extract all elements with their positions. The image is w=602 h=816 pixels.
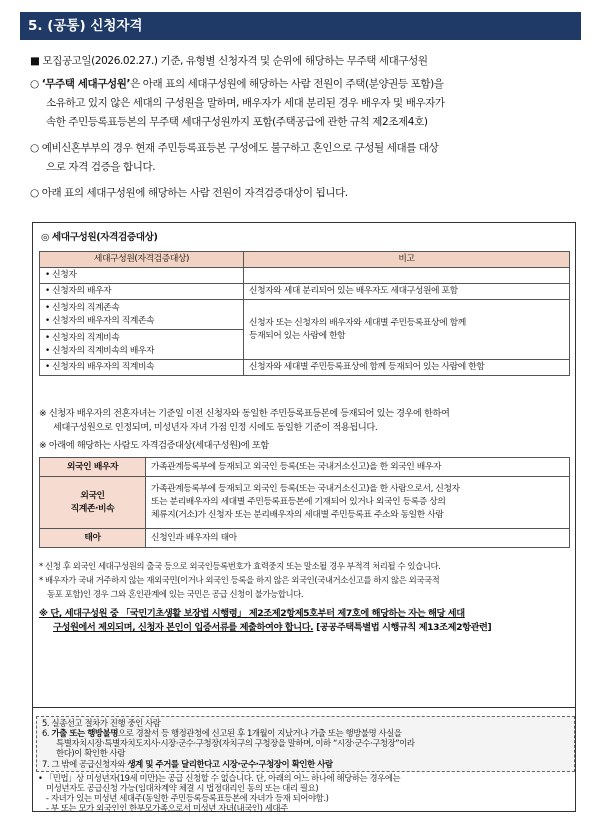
household-member-box (32, 222, 576, 708)
intro-line: ■ 모집공고일(2026.02.27.) 기준, 유형별 신청자격 및 순위에 해당하는 무주택 세대구성원 (30, 55, 428, 67)
box-title: ◎ 세대구성원(자격검증대상) (41, 232, 158, 243)
table-header: 비고 (244, 252, 570, 268)
table-cell: 신청자 또는 신청자의 배우자와 세대별 주민등록표상에 함께 등재되어 있는 사람에 한함 (244, 300, 570, 360)
row-header: 태아 (40, 529, 146, 548)
exclusion-item-6: 6. 가출 또는 행방불명으로 경찰서 등 행정관청에 신고된 후 1개월이 지났거나 가출 또는 행방불명 사실을 (42, 728, 402, 738)
table-cell: 가족관계등록부에 등재되고 외국인 등록(또는 국내거소신고)을 한 사람으로서, 신청자 또는 분리배우자의 세대별 주민등록표등본에 기재되어 있거나 외국인 등록증 상의 체류지(거소)가 신청자 또는 분리배우자의 세대별 주민등록표 주소와 동일한 사람 (146, 477, 570, 529)
table-cell: 신청자와 세대 분리되어 있는 배우자도 세대구성원에 포함 (244, 284, 570, 300)
note-4-line-2: 동포 포함)인 경우 그와 혼인관계에 있는 국민은 공급 신청이 불가능합니다. (47, 589, 304, 599)
note-5-line-1: ※ 단, 세대구성원 중 「국민기초생활 보장법 시행령」 제2조제2항제5호부터 제7호에 해당하는 자는 해당 세대 (39, 608, 465, 619)
table-cell: • 신청자의 배우자의 직계비속 (40, 360, 244, 376)
bullet-1-line-2: 소유하고 있지 않은 세대의 구성원을 말하며, 배우자가 세대 분리된 경우 배우자 및 배우자가 (46, 97, 445, 109)
note-1-line-2: 세대구성원으로 인정되며, 미성년자 자녀 가점 인정 시에도 동일한 기준이 적용됩니다. (53, 422, 378, 433)
minor-line-4: - 부 또는 모가 외국인인 한부모가족으로서 미성년 자녀(내국인) 세대주 (46, 803, 288, 813)
note-1-line-1: ※ 신청자 배우자의 전혼자녀는 기준일 이전 신청자와 동일한 주민등록표등본에 등재되어 있는 경우에 한하여 (39, 408, 450, 419)
table-cell: • 신청자의 직계존속 • 신청자의 배우자의 직계존속 (40, 300, 244, 330)
exclusion-item-6-cont: 한다)이 확인한 사람 (56, 748, 125, 758)
row-header: 외국인 배우자 (40, 458, 146, 477)
exclusion-item-7: 7. 그 밖에 공급신청자와 생계 및 주거를 달리한다고 시장·군수·구청장이 확인한 사람 (42, 759, 333, 769)
bullet-1-line-3: 속한 주민등록표등본의 무주택 세대구성원까지 포함(주택공급에 관한 규칙 제2조제4호) (46, 116, 428, 128)
note-3: * 신청 후 외국인 세대구성원의 출국 등으로 외국인등록번호가 효력중지 또는 말소될 경우 부적격 처리될 수 있습니다. (39, 561, 441, 571)
note-4-line-1: * 배우자가 국내 거주하지 않는 재외국민(이거나 외국인 등록을 하지 않은 외국인(국내거소신고를 하지 않은 외국국적 (39, 575, 440, 585)
household-member-table (39, 251, 570, 376)
exclusion-item-5: 5. 실종선고 절차가 진행 중인 사람 (42, 718, 161, 728)
bullet-1-line-1: ○ ‘무주택 세대구성원’은 아래 표의 세대구성원에 해당하는 사람 전원이 주택(분양권등 포함)을 (30, 78, 444, 90)
table-cell: • 신청자의 배우자 (40, 284, 244, 300)
exclusion-item-6-cont: 특별자치시장·특별자치도지사·시장·군수·구청장(자치구의 구청장을 말하며, 이하 “시장·군수·구청장”이라 (56, 738, 415, 748)
bullet-3-line-1: ○ 아래 표의 세대구성원에 해당하는 사람 전원이 자격검증대상이 됩니다. (30, 187, 348, 199)
table-cell: • 신청자의 직계비속 • 신청자의 직계비속의 배우자 (40, 330, 244, 360)
table-cell: 신청자와 세대별 주민등록표상에 함께 등재되어 있는 사람에 한함 (244, 360, 570, 376)
note-5-line-2: 구성원에서 제외되며, 신청자 본인이 입증서류를 제출하여야 합니다. [공공주택특별법 시행규칙 제13조제2항관련] (53, 622, 492, 633)
bullet-2-line-2: 으로 자격 검증을 합니다. (46, 161, 156, 173)
table-cell: 신청인과 배우자의 태아 (146, 529, 570, 548)
table-cell: • 신청자 (40, 268, 244, 284)
row-header: 외국인 직계존·비속 (40, 477, 146, 529)
minor-line-1: • 「민법」상 미성년자(19세 미만)는 공급 신청할 수 없습니다. 단, 아래의 어느 하나에 해당하는 경우에는 (38, 773, 401, 783)
section-title: 5. (공통) 신청자격 (20, 12, 581, 40)
note-2: ※ 아래에 해당하는 사람도 자격검증대상(세대구성원)에 포함 (39, 440, 269, 451)
table-header: 세대구성원(자격검증대상) (40, 252, 244, 268)
table-cell (244, 268, 570, 284)
minor-line-3: - 자녀가 있는 미성년 세대주(동일한 주민등록등록표등본에 자녀가 등재 되어야함.) (46, 793, 329, 803)
additional-member-table (39, 457, 570, 548)
table-cell: 가족관계등록부에 등재되고 외국인 등록(또는 국내거소신고)을 한 외국인 배우자 (146, 458, 570, 477)
bullet-2-line-1: ○ 예비신혼부부의 경우 현재 주민등록표등본 구성에도 불구하고 혼인으로 구성될 세대를 대상 (30, 142, 439, 154)
minor-line-2: 미성년자도 공급신청 가능(임대차계약 체결 시 법정대리인 동의 또는 대리 필요) (46, 783, 319, 793)
bullet-1-term: ‘무주택 세대구성원’ (41, 78, 131, 90)
